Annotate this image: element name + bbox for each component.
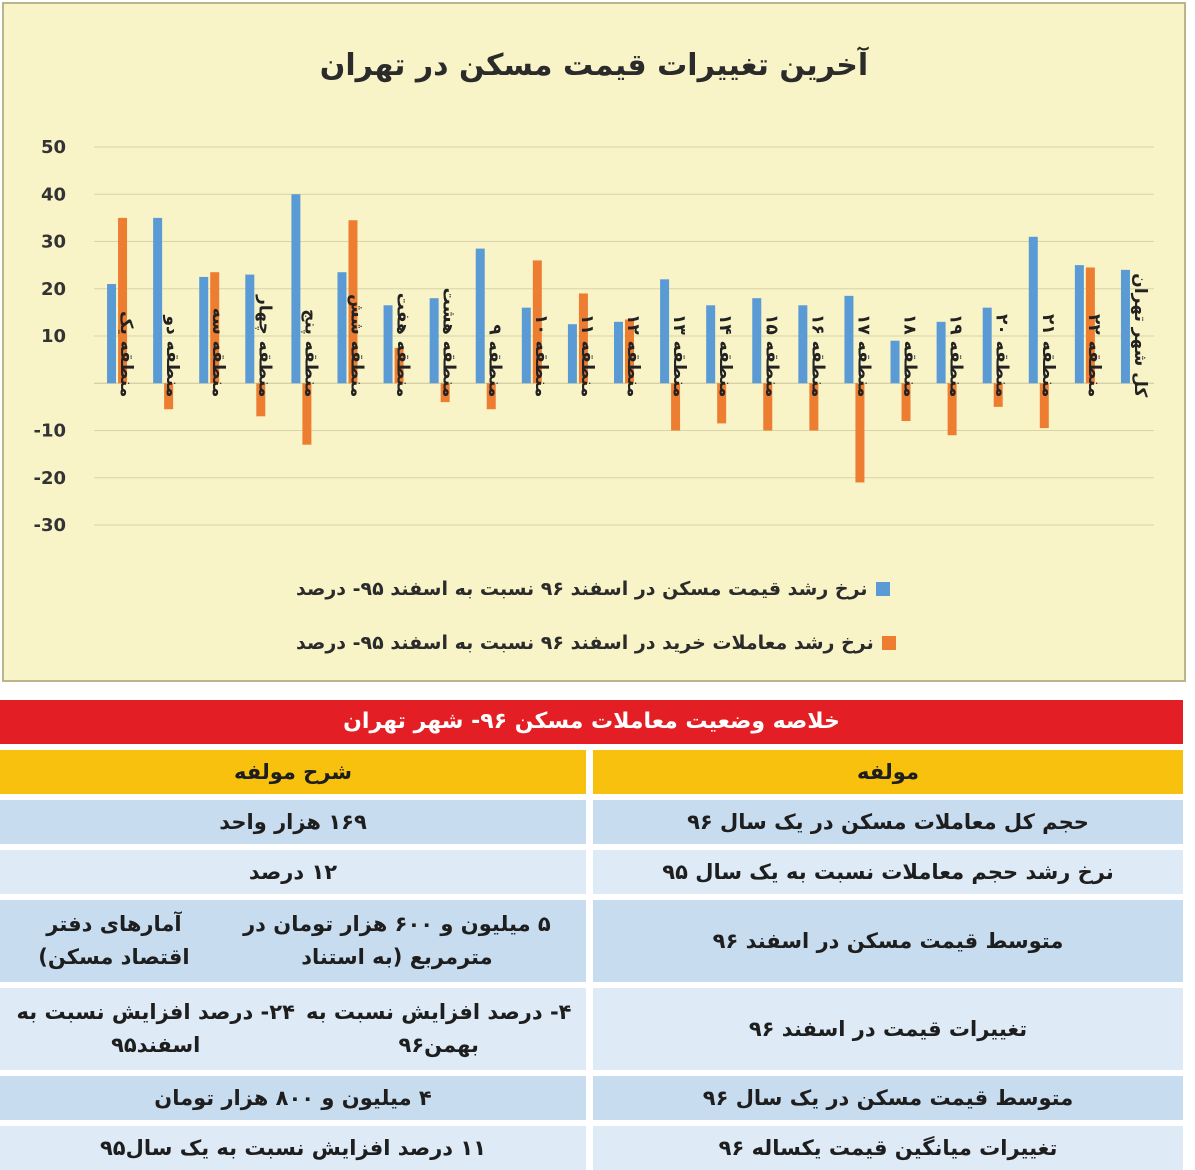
bar-price-growth bbox=[245, 275, 254, 384]
x-category-label: منطقه ۱۸ bbox=[899, 313, 920, 398]
x-category-label: منطقه ۱۱ bbox=[576, 313, 597, 398]
x-category-label: منطقه هفت bbox=[392, 292, 413, 398]
y-tick-label: 10 bbox=[40, 326, 66, 347]
legend-item-transactions bbox=[296, 632, 896, 654]
bar-price-growth bbox=[614, 322, 623, 383]
y-tick-label: -30 bbox=[33, 515, 66, 536]
table-row bbox=[0, 1126, 1183, 1170]
x-category-label: منطقه سه bbox=[208, 307, 229, 398]
bar-price-growth bbox=[844, 296, 853, 383]
bar-price-growth bbox=[430, 298, 439, 383]
row-description bbox=[0, 900, 586, 982]
column-header-component: مولفه bbox=[593, 750, 1183, 794]
row-component: متوسط قیمت مسکن در اسفند ۹۶ bbox=[593, 900, 1183, 982]
row-description bbox=[0, 1126, 586, 1170]
row-description-line: ۱۲ درصد bbox=[248, 859, 338, 884]
x-category-label: منطقه ۱۵ bbox=[761, 313, 782, 398]
table-body bbox=[0, 800, 1183, 1170]
x-category-label: منطقه ۱۷ bbox=[853, 313, 874, 398]
table-column-headers bbox=[0, 750, 1183, 794]
x-category-label: منطقه یک bbox=[116, 310, 137, 398]
table-row bbox=[0, 1076, 1183, 1120]
x-category-label: منطقه پنج bbox=[300, 309, 321, 398]
table-row bbox=[0, 900, 1183, 982]
x-category-label: منطقه چهار bbox=[254, 295, 275, 398]
row-description-line: آمارهای دفتر اقتصاد مسکن) bbox=[38, 912, 190, 969]
bar-price-growth bbox=[1029, 237, 1038, 383]
chart-panel bbox=[2, 2, 1186, 682]
row-description bbox=[0, 988, 586, 1070]
bar-transaction-growth bbox=[855, 383, 864, 482]
bar-price-growth bbox=[476, 249, 485, 384]
row-component: حجم کل معاملات مسکن در یک سال ۹۶ bbox=[593, 800, 1183, 844]
bar-price-growth bbox=[1121, 270, 1130, 383]
x-category-label: منطقه شش bbox=[346, 294, 367, 398]
legend-swatch-price bbox=[876, 582, 890, 596]
y-tick-label: 40 bbox=[40, 184, 66, 206]
table-title: خلاصه وضعیت معاملات مسکن ۹۶- شهر تهران bbox=[0, 700, 1183, 744]
y-tick-label: -20 bbox=[33, 467, 66, 489]
bar-price-growth bbox=[660, 279, 669, 383]
bar-price-growth bbox=[983, 308, 992, 384]
y-tick-label: 20 bbox=[40, 278, 66, 300]
bar-price-growth bbox=[522, 308, 531, 384]
legend-swatch-transactions bbox=[882, 636, 896, 650]
table-row bbox=[0, 800, 1183, 844]
row-component: تغییرات میانگین قیمت یکساله ۹۶ bbox=[593, 1126, 1183, 1170]
bar-price-growth bbox=[891, 341, 900, 384]
row-description bbox=[0, 850, 586, 894]
bar-price-growth bbox=[337, 272, 346, 383]
row-description-line: ۱۶۹ هزار واحد bbox=[219, 809, 367, 834]
table-row bbox=[0, 988, 1183, 1070]
legend-item-price bbox=[296, 578, 890, 600]
bar-price-growth bbox=[107, 284, 116, 383]
row-component: تغییرات قیمت در اسفند ۹۶ bbox=[593, 988, 1183, 1070]
x-category-label: کل شهر تهران bbox=[1129, 273, 1150, 398]
bar-price-growth bbox=[1075, 265, 1084, 383]
bar-price-growth bbox=[291, 194, 300, 383]
row-description bbox=[0, 1076, 586, 1120]
summary-table bbox=[0, 700, 1183, 1170]
chart-title: آخرین تغییرات قیمت مسکن در تهران bbox=[319, 48, 869, 83]
y-tick-label: 50 bbox=[40, 137, 66, 158]
x-category-label: منطقه ۹ bbox=[484, 324, 505, 398]
y-tick-label: 30 bbox=[40, 231, 66, 253]
bar-price-growth bbox=[937, 322, 946, 383]
bar-price-growth bbox=[384, 305, 393, 383]
row-description-line: ۲۴- درصد افزایش نسبت به اسفند۹۵ bbox=[16, 1000, 295, 1057]
x-category-label: منطقه ۱۹ bbox=[945, 313, 966, 398]
row-description-line: ۵ میلیون و ۶۰۰ هزار تومان در مترمربع (به استناد bbox=[243, 912, 551, 969]
row-description-line: ۴ میلیون و ۸۰۰ هزار تومان bbox=[154, 1085, 432, 1110]
bar-price-growth bbox=[568, 324, 577, 383]
bar-price-growth bbox=[706, 305, 715, 383]
table-row bbox=[0, 850, 1183, 894]
legend-label-price: نرخ رشد قیمت مسکن در اسفند ۹۶ نسبت به اسفند ۹۵- درصد bbox=[296, 578, 868, 600]
bar-price-growth bbox=[199, 277, 208, 383]
row-component: نرخ رشد حجم معاملات نسبت به یک سال ۹۵ bbox=[593, 850, 1183, 894]
column-header-description: شرح مولفه bbox=[0, 750, 586, 794]
x-category-label: منطقه ۱۰ bbox=[530, 313, 551, 398]
row-description bbox=[0, 800, 586, 844]
x-category-label: منطقه ۱۲ bbox=[623, 313, 643, 398]
x-category-label: منطقه ۲۱ bbox=[1037, 313, 1058, 398]
x-category-label: منطقه ۱۶ bbox=[807, 313, 828, 398]
x-category-label: منطقه دو bbox=[162, 315, 183, 398]
row-description-line: ۱۱ درصد افزایش نسبت به یک سال۹۵ bbox=[99, 1135, 487, 1160]
x-category-label: منطقه ۲۰ bbox=[991, 313, 1012, 398]
bar-price-growth bbox=[752, 298, 761, 383]
bar-price-growth bbox=[153, 218, 162, 383]
legend-label-transactions: نرخ رشد معاملات خرید در اسفند ۹۶ نسبت به اسفند ۹۵- درصد bbox=[296, 632, 874, 654]
bar-price-growth bbox=[798, 305, 807, 383]
x-category-label: منطقه ۲۲ bbox=[1083, 313, 1104, 398]
x-category-label: منطقه ۱۳ bbox=[669, 313, 690, 398]
row-description-line: ۴- درصد افزایش نسبت به بهمن۹۶ bbox=[305, 1000, 572, 1057]
x-category-label: منطقه ۱۴ bbox=[715, 313, 736, 398]
x-category-label: منطقه هشت bbox=[438, 287, 459, 398]
row-component: متوسط قیمت مسکن در یک سال ۹۶ bbox=[593, 1076, 1183, 1120]
y-tick-label: -10 bbox=[33, 420, 66, 442]
